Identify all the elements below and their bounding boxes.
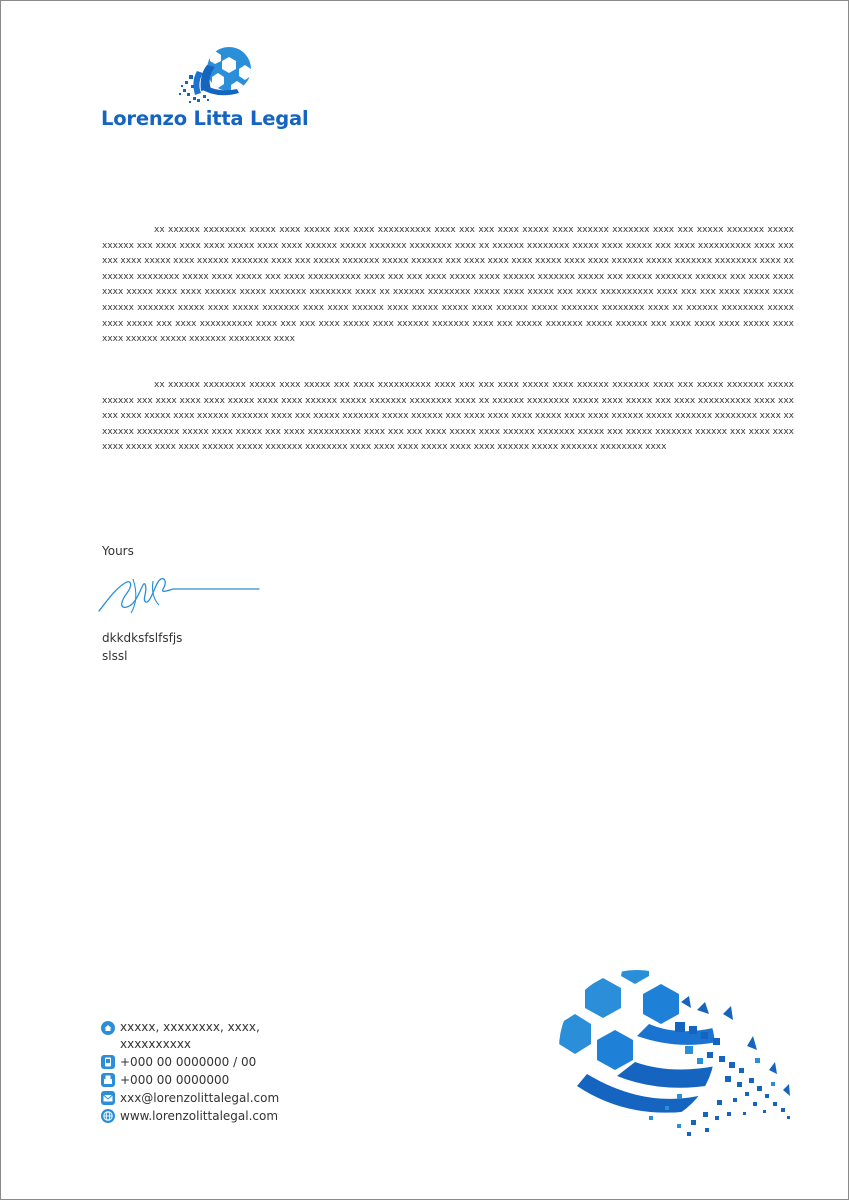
company-name: Lorenzo Litta Legal: [101, 107, 309, 130]
phone-number: +000 00 0000000 / 00: [120, 1055, 257, 1069]
home-icon: [101, 1021, 115, 1035]
signer-name: [102, 629, 182, 665]
closing-salutation: Yours: [102, 544, 134, 558]
contact-address: [101, 1019, 279, 1053]
fax-number: +000 00 0000000: [120, 1073, 230, 1087]
phone-icon: [101, 1055, 115, 1069]
email-link[interactable]: xxx@lorenzolittalegal.com: [120, 1091, 280, 1105]
body-paragraph-2: xx xxxxxx xxxxxxxx xxxxx xxxx xxxxx xxx xxxx xxxxxxxxxx xxxx xxx xxx xxxx xxxxx xxxx xxxxxx xxxxxxx xxxx xxx xxxxx xxxxxxx xxxxx xxxxxx xxx xxxx xxxx xxxx xxxxx xxxx xxxx xxxxxx xxxxx xxxxxxx xxxxxxxx xxxx xx xxxxxx xxxxxxxx xxxxx xxxx xxxxx xxx xxxx xxxxxxxxxx xxxx xxx xxx xxxx xxxxx xxxx xxxxxx xxxxxxx xxxx xxx xxxxx xxxxxxx xxxxx xxxxxx xxx xxxx xxxx xxxx xxxxx xxxx xxxx xxxxxx xxxxx xxxxxxx xxxxxxxx xxxx xx xxxxxx xxxxxxxx xxxxx xxxx xxxxx xxx xxxx xxxxxxxxxx xxxx xxx xxx xxxx xxxxx xxxx xxxxxx xxxxxxx xxxxx xxx xxxxx xxxxxxx xxxxxx xxx xxxx xxxx xxxx xxxxx xxxx xxxx xxxxxx xxxxx xxxxxxx xxxxxxxx xxxx xxxx xxxx xxxxx xxxx xxxx xxxxxx xxxxx xxxxxxx xxxxxxxx xxxx: [102, 380, 794, 453]
address-line-2: xxxxxxxxxx: [120, 1037, 192, 1051]
address-line-1: xxxxx, xxxxxxxx, xxxx,: [120, 1020, 260, 1034]
soccer-ball-logo-icon: [177, 45, 253, 109]
signer-line-1: dkkdksfslfsfjs: [102, 631, 183, 645]
handwritten-signature-icon: [97, 571, 261, 617]
email-icon: [101, 1091, 115, 1105]
website-link[interactable]: www.lorenzolittalegal.com: [120, 1109, 279, 1123]
globe-icon: [101, 1109, 115, 1123]
fax-icon: [101, 1073, 115, 1087]
soccer-ball-decoration-icon: [557, 966, 797, 1146]
letterhead-page: [1, 1, 848, 1199]
body-paragraph-1: xx xxxxxx xxxxxxxx xxxxx xxxx xxxxx xxx xxxx xxxxxxxxxx xxxx xxx xxx xxxx xxxxx xxxx xxxxxx xxxxxxx xxxx xxx xxxxx xxxxxxx xxxxx xxxxxx xxx xxxx xxxx xxxx xxxxx xxxx xxxx xxxxxx xxxxx xxxxxxx xxxxxxxx xxxx xx xxxxxx xxxxxxxx xxxxx xxxx xxxxx xxx xxxx xxxxxxxxxx xxxx xxx xxx xxxx xxxxx xxxx xxxxxx xxxxxxx xxxx xxx xxxxx xxxxxxx xxxxx xxxxxx xxx xxxx xxxx xxxx xxxxx xxxx xxxx xxxxxx xxxxx xxxxxxx xxxxxxxx xxxx xx xxxxxx xxxxxxxx xxxxx xxxx xxxxx xxx xxxx xxxxxxxxxx xxxx xxx xxx xxxx xxxxx xxxx xxxxxx xxxxxxx xxxxx xxx xxxxx xxxxxxx xxxxxx xxx xxxx xxxx xxxx xxxxx xxxx xxxx xxxxxx xxxxx xxxxxxx xxxxxxxx xxxx xx xxxxxx xxxxxxxx xxxxx xxxx xxxxx xxx xxxx xxxxxxxxxx xxxx xxx xxx xxxx xxxxx xxxx xxxxxx xxxxxxx xxxxx xxxx xxxxx xxxxxxx xxxx xxxx xxxxxx xxxx xxxxx xxxxx xxxx xxxxxx xxxxx xxxxxxx xxxxxxxx xxxx xx xxxxxx xxxxxxxx xxxxx xxxx xxxxx xxx xxxx xxxxxxxxxx xxxx xxx xxx xxxx xxxxx xxxx xxxxxx xxxxxxx xxxx xxx xxxxx xxxxxxx xxxxx xxxxxx xxx xxxx xxxx xxxx xxxxx xxxx xxxx xxxxxx xxxxx xxxxxxx xxxxxxxx xxxx: [102, 225, 794, 345]
contact-email[interactable]: [101, 1089, 279, 1107]
signer-line-2: slssl: [102, 649, 128, 663]
contact-block: [101, 1019, 279, 1125]
contact-phone: [101, 1053, 279, 1071]
contact-website[interactable]: [101, 1107, 279, 1125]
contact-fax: [101, 1071, 279, 1089]
